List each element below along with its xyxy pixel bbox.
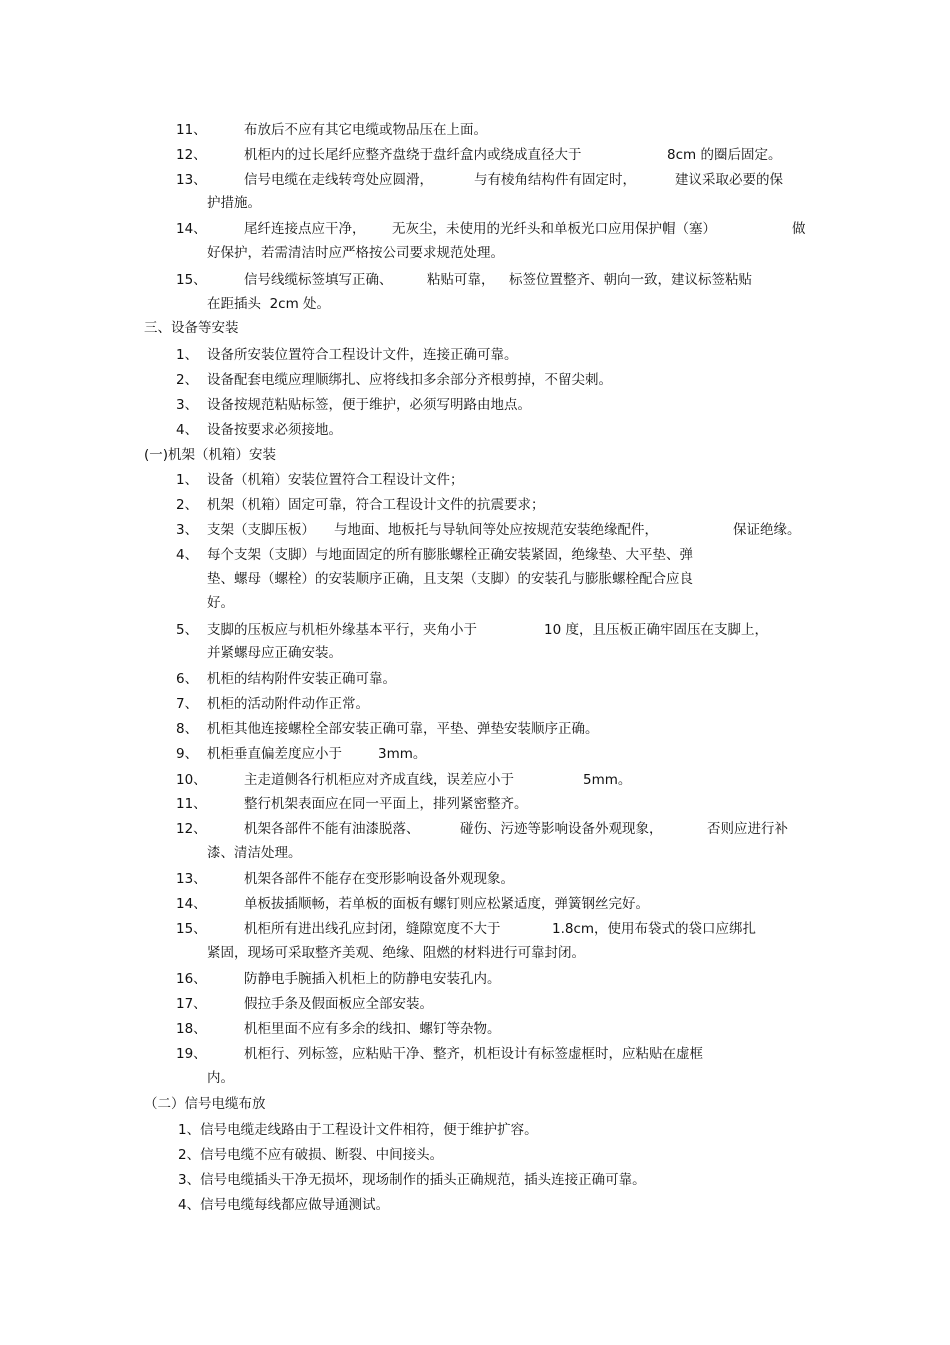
- list-item-number: 4、: [176, 422, 199, 438]
- list-item-number: 2、: [176, 497, 199, 513]
- list-item-continuation: 好。: [207, 595, 234, 611]
- list-item-number: 17、: [176, 996, 207, 1012]
- list-item-text: 3mm。: [378, 746, 427, 762]
- list-item-continuation: 紧固，现场可采取整齐美观、绝缘、阻燃的材料进行可靠封闭。: [207, 945, 585, 961]
- list-item-text: 机架各部件不能有油漆脱落、: [244, 821, 420, 837]
- list-item-number: 13、: [176, 871, 207, 887]
- list-item-number: 19、: [176, 1046, 207, 1062]
- list-item-text: 尾纤连接点应干净，: [244, 221, 366, 237]
- list-item-text: 每个支架（支脚）与地面固定的所有膨胀螺栓正确安装紧固，绝缘垫、大平垫、弹: [207, 547, 693, 563]
- list-item-text: 信号线缆标签填写正确、: [244, 272, 393, 288]
- list-item-text: 10 度，且压板正确牢固压在支脚上，: [544, 622, 768, 638]
- list-item-number: 10、: [176, 772, 207, 788]
- list-item: 2、信号电缆不应有破损、断裂、中间接头。: [178, 1147, 444, 1163]
- list-item-text: 支脚的压板应与机柜外缘基本平行，夹角小于: [207, 622, 477, 638]
- list-item-text: 8cm 的圈后固定。: [667, 147, 782, 163]
- list-item-number: 4、: [176, 547, 199, 563]
- list-item-text: 标签位置整齐、朝向一致，建议标签粘贴: [509, 272, 752, 288]
- list-item-text: 主走道侧各行机柜应对齐成直线，误差应小于: [244, 772, 514, 788]
- list-item-text: 1.8cm，使用布袋式的袋口应绑扎: [552, 921, 757, 937]
- list-item-number: 5、: [176, 622, 199, 638]
- list-item-continuation: 垫、螺母（螺栓）的安装顺序正确，且支架（支脚）的安装孔与膨胀螺栓配合应良: [207, 571, 693, 587]
- list-item-text: 设备按规范粘贴标签，便于维护，必须写明路由地点。: [207, 397, 531, 413]
- list-item-text: 布放后不应有其它电缆或物品压在上面。: [244, 122, 487, 138]
- list-item-text: 机柜的结构附件安装正确可靠。: [207, 671, 396, 687]
- list-item-text: 建议采取必要的保: [675, 172, 783, 188]
- list-item-continuation: 并紧螺母应正确安装。: [207, 645, 342, 661]
- list-item-number: 3、: [176, 397, 199, 413]
- list-item-continuation: 漆、清洁处理。: [207, 845, 302, 861]
- list-item-number: 12、: [176, 147, 207, 163]
- list-item-text: 机柜内的过长尾纤应整齐盘绕于盘纤盒内或绕成直径大于: [244, 147, 582, 163]
- list-item-continuation: 内。: [207, 1070, 234, 1086]
- list-item-text: 防静电手腕插入机柜上的防静电安装孔内。: [244, 971, 501, 987]
- list-item-number: 11、: [176, 122, 207, 138]
- list-item-number: 8、: [176, 721, 199, 737]
- list-item: 1、信号电缆走线路由于工程设计文件相符，便于维护扩容。: [178, 1122, 538, 1138]
- list-item-text: 机柜垂直偏差度应小于: [207, 746, 342, 762]
- list-item-continuation: 好保护，若需清洁时应严格按公司要求规范处理。: [207, 245, 504, 261]
- list-item-number: 18、: [176, 1021, 207, 1037]
- list-item-text: 碰伤、污迹等影响设备外观现象，: [460, 821, 663, 837]
- list-item-text: 与有棱角结构件有固定时，: [474, 172, 636, 188]
- list-item-text: 设备按要求必须接地。: [207, 422, 342, 438]
- list-item-number: 13、: [176, 172, 207, 188]
- list-item-text: 机架各部件不能存在变形影响设备外观现象。: [244, 871, 514, 887]
- list-item-continuation: 在距插头 2cm 处。: [207, 296, 331, 312]
- list-item-number: 1、: [176, 347, 199, 363]
- list-item-text: 否则应进行补: [707, 821, 788, 837]
- list-item-text: 机柜里面不应有多余的线扣、螺钉等杂物。: [244, 1021, 501, 1037]
- subsection-heading: (一)机架（机箱）安装: [144, 447, 277, 463]
- list-item-text: 设备配套电缆应理顺绑扎、应将线扣多余部分齐根剪掉，不留尖刺。: [207, 372, 612, 388]
- list-item-number: 14、: [176, 896, 207, 912]
- list-item-text: 机柜行、列标签，应粘贴干净、整齐，机柜设计有标签虚框时，应粘贴在虚框: [244, 1046, 703, 1062]
- list-item-number: 15、: [176, 272, 207, 288]
- list-item-number: 3、: [176, 522, 199, 538]
- list-item-number: 2、: [176, 372, 199, 388]
- list-item-number: 14、: [176, 221, 207, 237]
- subsection-heading: （二）信号电缆布放: [144, 1096, 266, 1112]
- list-item: 4、信号电缆每线都应做导通测试。: [178, 1197, 390, 1213]
- list-item-number: 7、: [176, 696, 199, 712]
- list-item-continuation: 护措施。: [207, 195, 261, 211]
- list-item-number: 11、: [176, 796, 207, 812]
- list-item-text: 粘贴可靠，: [427, 272, 495, 288]
- list-item-text: 设备（机箱）安装位置符合工程设计文件；: [207, 472, 464, 488]
- list-item-text: 整行机架表面应在同一平面上，排列紧密整齐。: [244, 796, 528, 812]
- list-item-number: 9、: [176, 746, 199, 762]
- list-item-text: 机柜其他连接螺栓全部安装正确可靠，平垫、弹垫安装顺序正确。: [207, 721, 599, 737]
- list-item-text: 假拉手条及假面板应全部安装。: [244, 996, 433, 1012]
- list-item-number: 6、: [176, 671, 199, 687]
- list-item-text: 信号电缆在走线转弯处应圆滑，: [244, 172, 433, 188]
- list-item-text: 无灰尘，未使用的光纤头和单板光口应用保护帽（塞）: [392, 221, 716, 237]
- list-item-text: 支架（支脚压板）: [207, 522, 315, 538]
- list-item-number: 16、: [176, 971, 207, 987]
- list-item-text: 设备所安装位置符合工程设计文件，连接正确可靠。: [207, 347, 518, 363]
- list-item-number: 1、: [176, 472, 199, 488]
- list-item-text: 机柜的活动附件动作正常。: [207, 696, 369, 712]
- list-item-text: 机柜所有进出线孔应封闭，缝隙宽度不大于: [244, 921, 501, 937]
- list-item-text: 保证绝缘。: [733, 522, 801, 538]
- list-item-number: 15、: [176, 921, 207, 937]
- list-item-text: 机架（机箱）固定可靠，符合工程设计文件的抗震要求；: [207, 497, 545, 513]
- section-heading: 三、设备等安装: [144, 320, 239, 336]
- list-item-text: 与地面、地板托与导轨间等处应按规范安装绝缘配件，: [334, 522, 658, 538]
- list-item-text: 做: [792, 221, 806, 237]
- list-item-text: 单板拔插顺畅，若单板的面板有螺钉则应松紧适度，弹簧钢丝完好。: [244, 896, 649, 912]
- list-item-text: 5mm。: [583, 772, 632, 788]
- list-item-number: 12、: [176, 821, 207, 837]
- list-item: 3、信号电缆插头干净无损坏，现场制作的插头正确规范，插头连接正确可靠。: [178, 1172, 646, 1188]
